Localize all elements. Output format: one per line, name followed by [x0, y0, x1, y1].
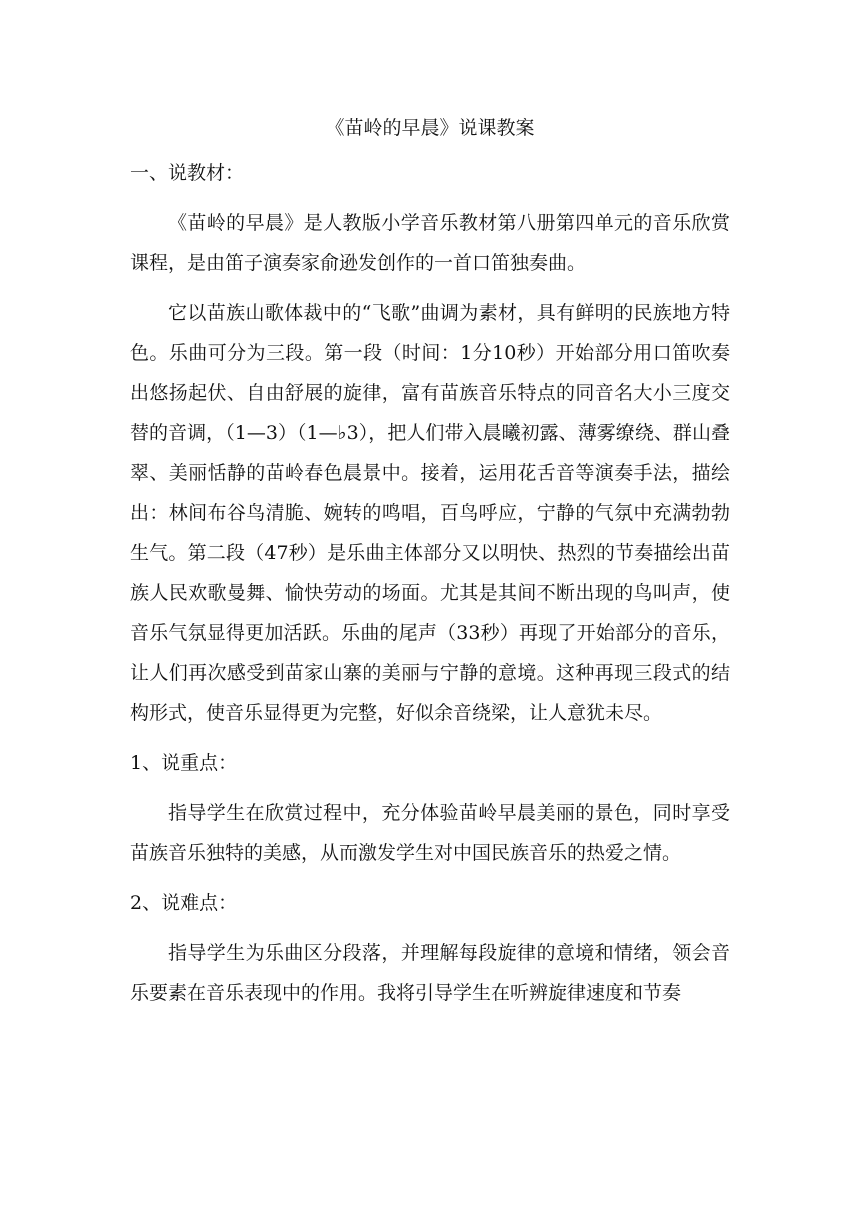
paragraph-intro: 《苗岭的早晨》是人教版小学音乐教材第八册第四单元的音乐欣赏课程，是由笛子演奏家俞逊发创作的一首口笛独奏曲。: [130, 212, 730, 274]
paragraph-key-points: 指导学生在欣赏过程中，充分体验苗岭早晨美丽的景色，同时享受苗族音乐独特的美感，从而激发学生对中国民族音乐的热爱之情。: [130, 802, 730, 864]
document-title: 《苗岭的早晨》说课教案: [325, 117, 535, 139]
section-heading-difficulties: 2、说难点：: [130, 892, 238, 914]
section-heading-key-points: 1、说重点：: [130, 752, 238, 774]
paragraph-description: 它以苗族山歌体裁中的“飞歌”曲调为素材，具有鲜明的民族地方特色。乐曲可分为三段。第一段（时间：1分10秒）开始部分用口笛吹奏出悠扬起伏、自由舒展的旋律，富有苗族音乐特点的同音名大小三度交替的音调，（1—3）（1—♭3），把人们带入晨曦初露、薄雾缭绕、群山叠翠、美丽恬静的苗岭春色晨景中。接着，运用花舌音等演奏手法，描绘出：林间布谷鸟清脆、婉转的鸣唱，百鸟呼应，宁静的气氛中充满勃勃生气。第二段（47秒）是乐曲主体部分又以明快、热烈的节奏描绘出苗族人民欢歌曼舞、愉快劳动的场面。尤其是其间不断出现的鸟叫声，使音乐气氛显得更加活跃。乐曲的尾声（33秒）再现了开始部分的音乐，让人们再次感受到苗家山寨的美丽与宁静的意境。这种再现三段式的结构形式，使音乐显得更为完整，好似余音绕梁，让人意犹未尽。: [130, 302, 730, 724]
document-body: [130, 108, 730, 1013]
paragraph-difficulties: 指导学生为乐曲区分段落，并理解每段旋律的意境和情绪，领会音乐要素在音乐表现中的作用。我将引导学生在听辨旋律速度和节奏: [130, 942, 730, 1004]
section-heading-textbook: 一、说教材：: [130, 162, 245, 184]
